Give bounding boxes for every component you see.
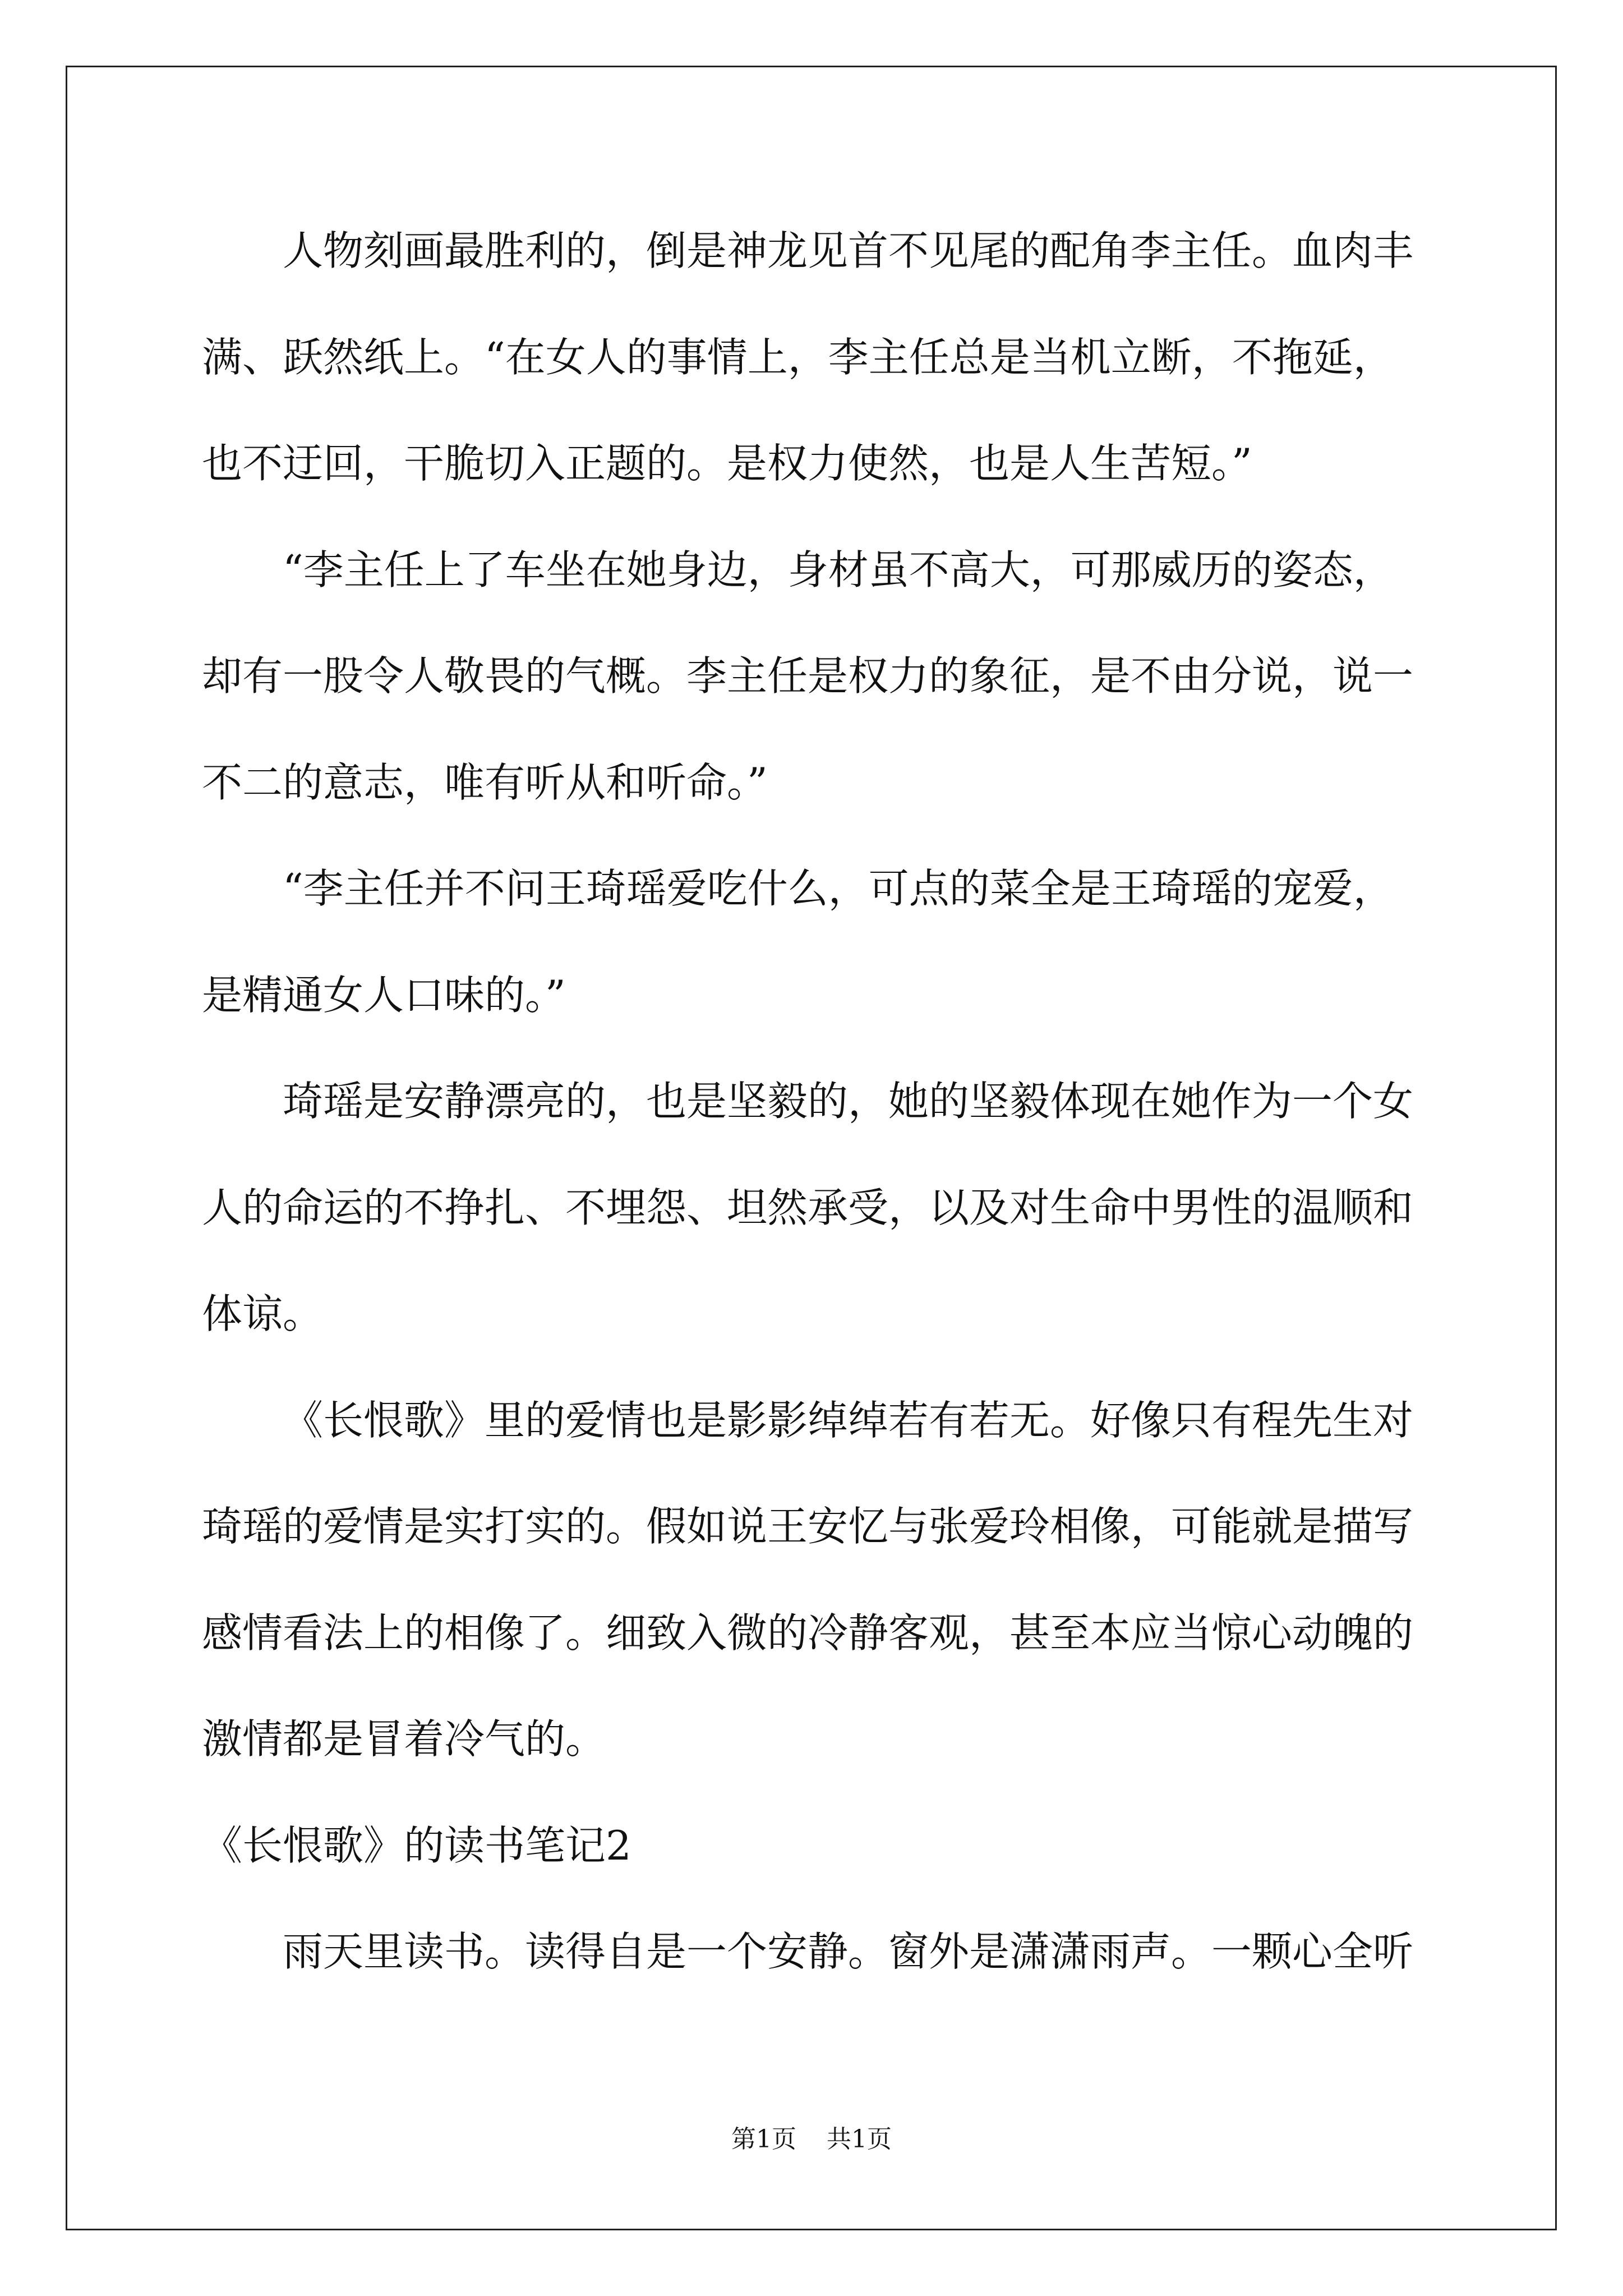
total-pages-label: 共1页 — [827, 2125, 892, 2154]
paragraph — [202, 1899, 1469, 2005]
paragraph — [202, 1048, 1469, 1368]
paragraph-line: 琦瑶的爱情是实打实的。假如说王安忆与张爱玲相像，可能就是描写 — [202, 1503, 1414, 1550]
section-heading: 《长恨歌》的读书笔记2 — [202, 1821, 631, 1869]
paragraph-line: 却有一股令人敬畏的气概。李主任是权力的象征，是不由分说，说一 — [202, 652, 1414, 700]
paragraph-line: 琦瑶是安静漂亮的，也是坚毅的，她的坚毅体现在她作为一个女 — [283, 1078, 1414, 1125]
page-footer — [0, 2124, 1623, 2155]
paragraph-line: 雨天里读书。读得自是一个安静。窗外是潇潇雨声。一颗心全听 — [283, 1928, 1414, 1975]
paragraph — [202, 836, 1469, 1048]
paragraph-line: 是精通女人口味的。” — [202, 971, 566, 1019]
paragraph-line: 人物刻画最胜利的，倒是神龙见首不见尾的配角李主任。血肉丰 — [283, 227, 1414, 274]
current-page-label: 第1页 — [731, 2125, 796, 2154]
paragraph-line: 激情都是冒着冷气的。 — [202, 1715, 606, 1763]
paragraph-line: “李主任并不问王琦瑶爱吃什么，可点的菜全是王琦瑶的宠爱， — [283, 865, 1394, 912]
document-body — [202, 198, 1469, 2005]
paragraph-line: 不二的意志，唯有听从和听命。” — [202, 758, 768, 806]
paragraph-line: 《长恨歌》里的爱情也是影影绰绰若有若无。好像只有程先生对 — [283, 1396, 1414, 1444]
paragraph-line: 体谅。 — [202, 1290, 324, 1337]
paragraph-line: “李主任上了车坐在她身边，身材虽不高大，可那威历的姿态， — [283, 546, 1394, 593]
paragraph — [202, 517, 1469, 836]
paragraph — [202, 198, 1469, 517]
paragraph-line: 感情看法上的相像了。细致入微的冷静客观，甚至本应当惊心动魄的 — [202, 1609, 1414, 1657]
paragraph-line: 也不迂回，干脆切入正题的。是权力使然，也是人生苦短。” — [202, 440, 1252, 487]
paragraph — [202, 1368, 1469, 1793]
paragraph-line: 满、跃然纸上。“在女人的事情上，李主任总是当机立断，不拖延， — [202, 333, 1394, 381]
paragraph-line: 人的命运的不挣扎、不埋怨、坦然承受，以及对生命中男性的温顺和 — [202, 1184, 1414, 1231]
